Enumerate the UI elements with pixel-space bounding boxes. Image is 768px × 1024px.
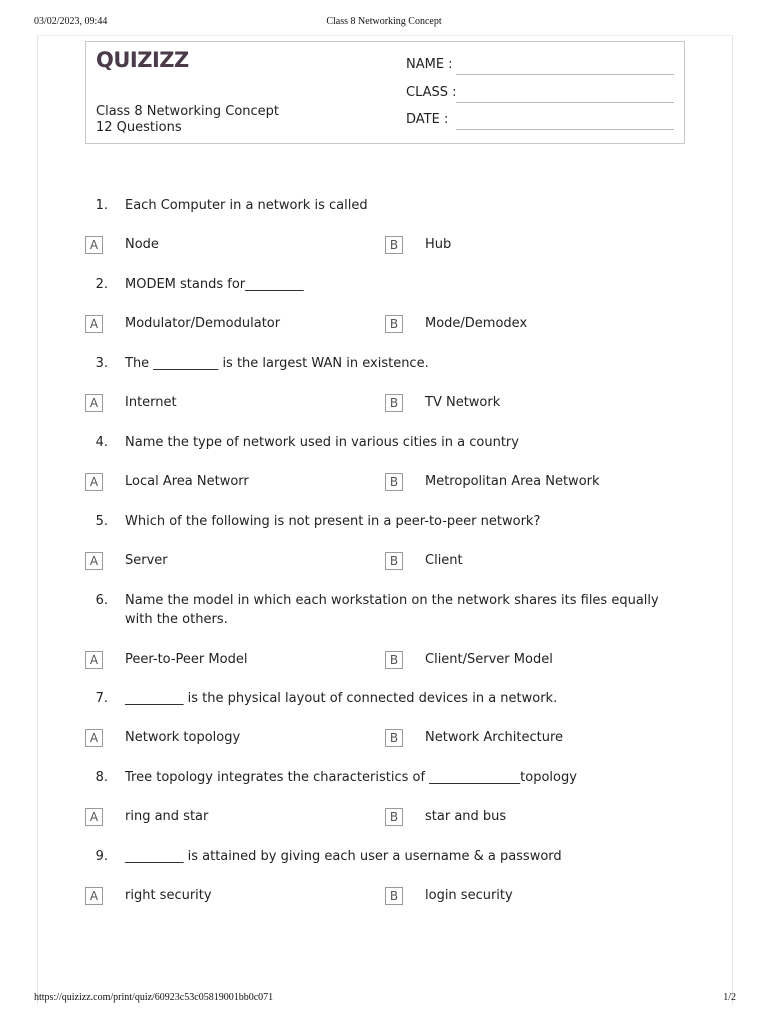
option-a-text: Network topology [125,730,241,745]
question-number: 1. [95,198,108,213]
page-number: 1/2 [723,992,736,1003]
question-number: 6. [95,593,108,608]
option-b-text: login security [425,888,513,903]
question-text: Each Computer in a network is called [125,198,368,213]
question-number: 9. [95,849,108,864]
question-count: 12 Questions [96,120,182,135]
option-b-box[interactable]: B [385,729,403,747]
option-b-box[interactable]: B [385,887,403,905]
question-text: Which of the following is not present in a peer-to-peer network? [125,514,541,529]
option-a-text: Internet [125,395,177,410]
option-b-text: Metropolitan Area Network [425,474,600,489]
option-a-box[interactable]: A [85,651,103,669]
option-a-text: Modulator/Demodulator [125,316,281,331]
question-text: MODEM stands for_________ [125,277,304,292]
question-text: Name the model in which each workstation on the network shares its files equally with the others. [125,593,659,627]
option-a-box[interactable]: A [85,552,103,570]
print-footer [34,992,734,1006]
option-b-box[interactable]: B [385,236,403,254]
name-label: NAME : [406,57,453,72]
print-title: Class 8 Networking Concept [326,16,442,27]
option-b-text: Hub [425,237,452,252]
option-a-text: Server [125,553,168,568]
option-a-text: ring and star [125,809,209,824]
date-field[interactable] [456,128,674,130]
print-date: 03/02/2023, 09:44 [34,16,108,27]
option-b-text: star and bus [425,809,507,824]
option-b-box[interactable]: B [385,394,403,412]
option-b-text: Mode/Demodex [425,316,528,331]
option-a-box[interactable]: A [85,808,103,826]
option-b-box[interactable]: B [385,473,403,491]
class-field[interactable] [456,101,674,103]
option-a-box[interactable]: A [85,729,103,747]
question-number: 7. [95,691,108,706]
option-b-text: TV Network [425,395,501,410]
option-a-box[interactable]: A [85,887,103,905]
option-a-text: Node [125,237,159,252]
question-number: 3. [95,356,108,371]
quizizz-logo: QUIZIZZ [96,48,189,72]
option-a-text: Local Area Networr [125,474,249,489]
option-b-text: Client/Server Model [425,652,553,667]
question-number: 5. [95,514,108,529]
question-text: Name the type of network used in various cities in a country [125,435,519,450]
option-b-text: Network Architecture [425,730,563,745]
print-url: https://quizizz.com/print/quiz/60923c53c05819001bb0c071 [34,992,274,1003]
question-text: _________ is attained by giving each user a username & a password [125,849,562,864]
option-a-box[interactable]: A [85,315,103,333]
option-a-box[interactable]: A [85,394,103,412]
option-b-box[interactable]: B [385,808,403,826]
quiz-header-box [85,41,685,144]
question-text: Tree topology integrates the characteristics of ______________topology [125,770,577,785]
question-number: 4. [95,435,108,450]
quiz-title: Class 8 Networking Concept [96,104,280,119]
class-label: CLASS : [406,85,457,100]
option-b-box[interactable]: B [385,552,403,570]
option-a-text: Peer-to-Peer Model [125,652,248,667]
question-text: The __________ is the largest WAN in existence. [125,356,429,371]
option-b-box[interactable]: B [385,651,403,669]
question-number: 8. [95,770,108,785]
question-number: 2. [95,277,108,292]
option-a-text: right security [125,888,212,903]
print-header [34,16,734,30]
option-b-text: Client [425,553,463,568]
option-b-box[interactable]: B [385,315,403,333]
name-field[interactable] [456,73,674,75]
option-a-box[interactable]: A [85,236,103,254]
date-label: DATE : [406,112,449,127]
question-text: _________ is the physical layout of connected devices in a network. [125,691,558,706]
option-a-box[interactable]: A [85,473,103,491]
